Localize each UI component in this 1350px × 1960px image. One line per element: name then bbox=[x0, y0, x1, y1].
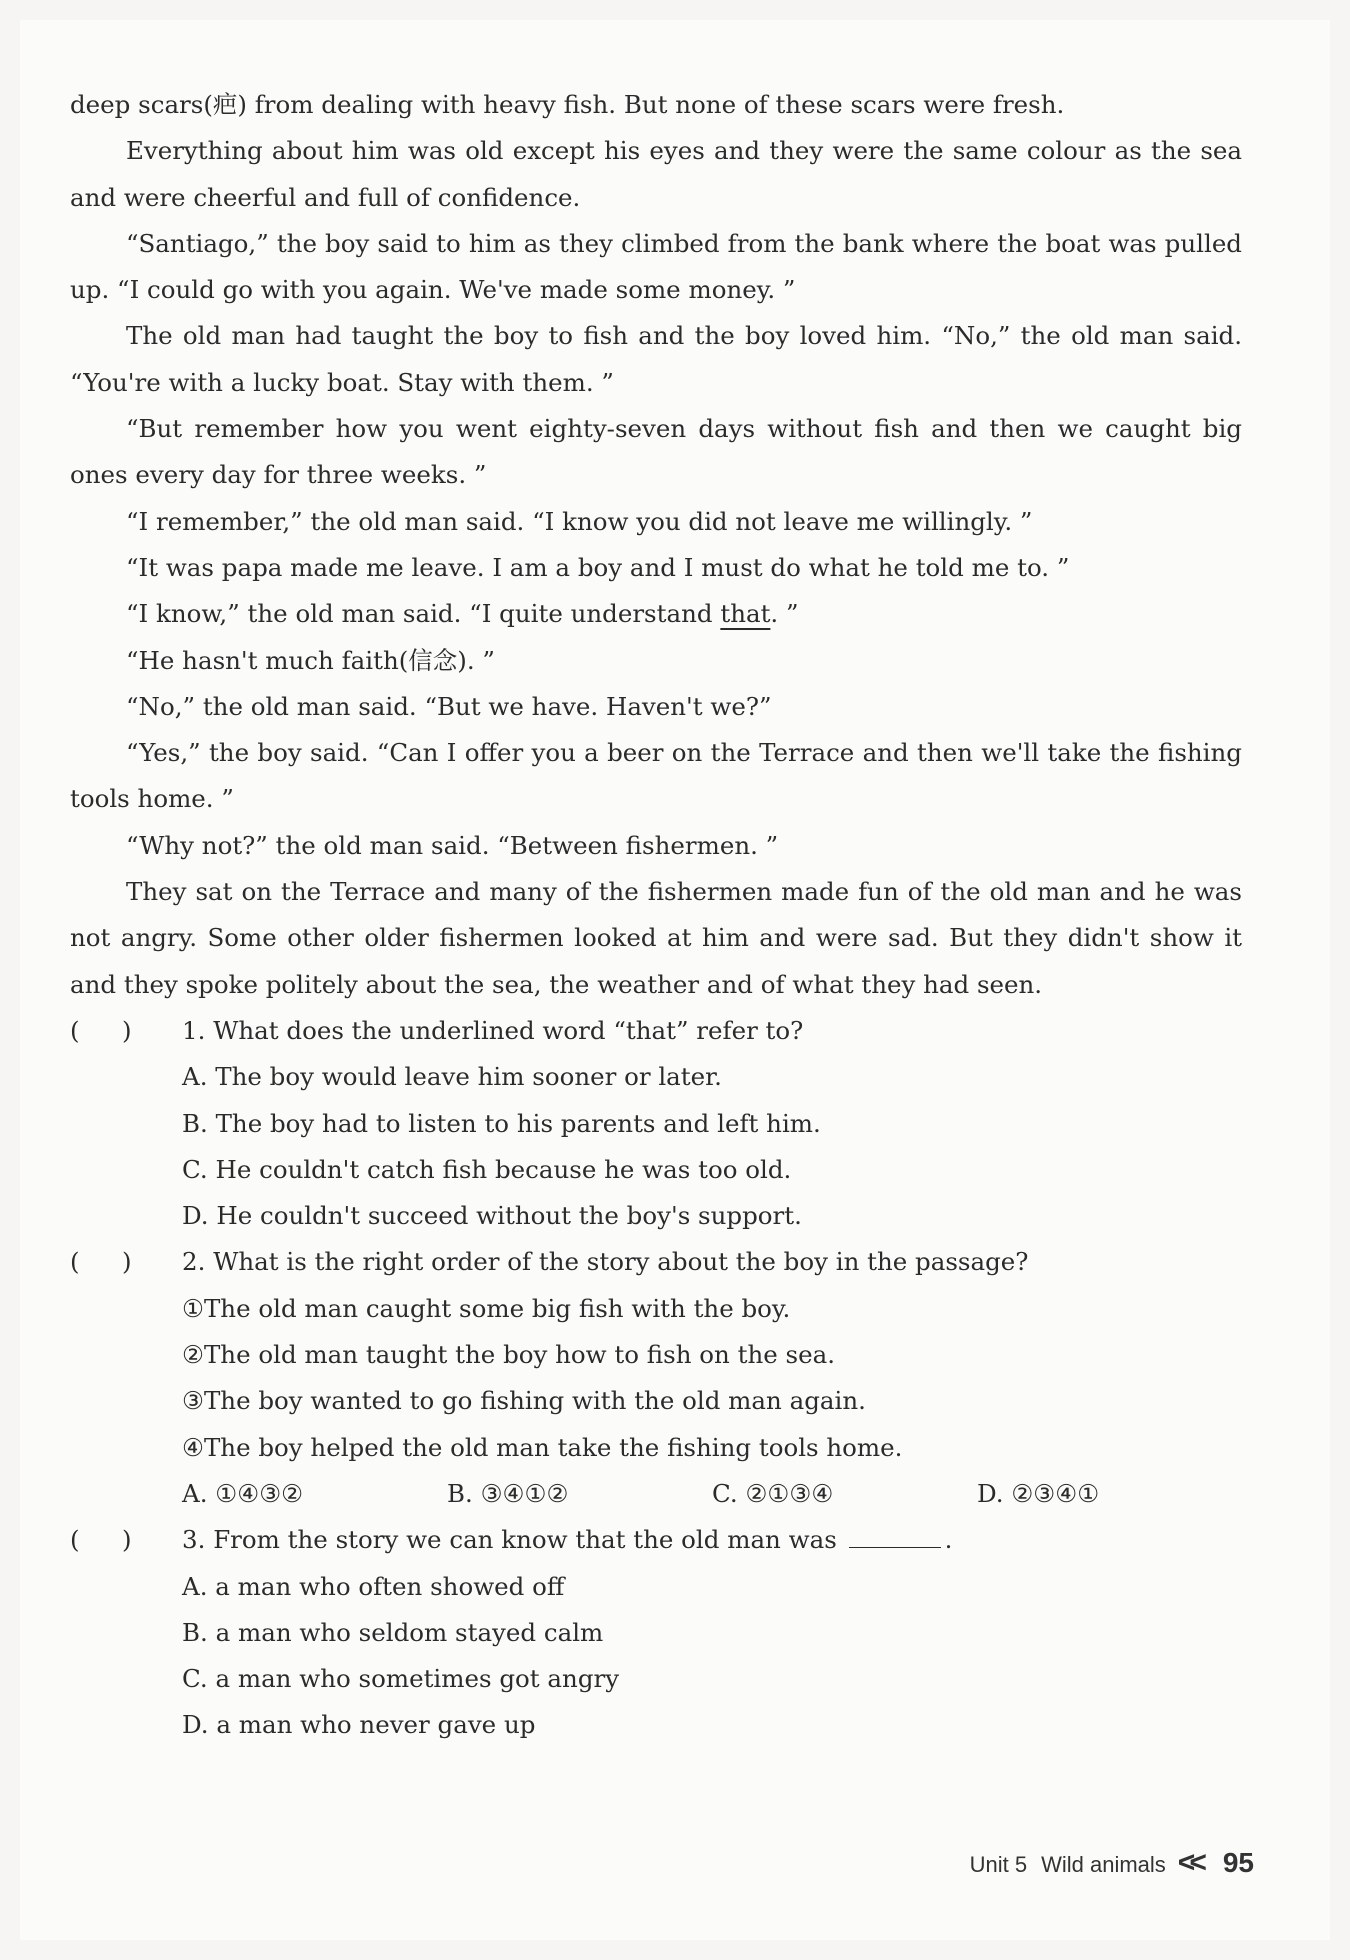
question-stem: From the story we can know that the old man was bbox=[213, 1525, 837, 1555]
answer-paren-close: ) bbox=[122, 1525, 132, 1555]
option-row bbox=[70, 1471, 1242, 1517]
paragraph-text: “I know,” the old man said. “I quite understand bbox=[126, 599, 721, 629]
answer-paren-open: ( bbox=[70, 1015, 80, 1045]
answer-paren-open: ( bbox=[70, 1247, 80, 1277]
double-chevron-left-icon: << bbox=[1177, 1846, 1201, 1879]
paragraph: The old man had taught the boy to fish and the boy loved him. “No,” the old man said. “You're with a lucky boat. Stay with them. ” bbox=[70, 321, 1242, 397]
paragraph: “No,” the old man said. “But we have. Haven't we?” bbox=[126, 691, 772, 721]
option-a: A. The boy would leave him sooner or later. bbox=[182, 1062, 722, 1092]
question-2 bbox=[70, 1239, 1242, 1285]
option-a: A. ①④③② bbox=[182, 1478, 304, 1508]
unit-topic: Wild animals bbox=[1041, 1852, 1166, 1877]
paragraph bbox=[70, 591, 1242, 637]
answer-paren-close: ) bbox=[122, 1015, 132, 1045]
paragraph: “Yes,” the boy said. “Can I offer you a beer on the Terrace and then we'll take the fishing tools home. ” bbox=[70, 738, 1242, 814]
question-stem: What is the right order of the story about the boy in the passage? bbox=[213, 1247, 1029, 1277]
underlined-word: that bbox=[720, 599, 771, 629]
paragraph: deep scars(疤) from dealing with heavy fish. But none of these scars were fresh. bbox=[70, 90, 1065, 119]
event-2: ②The old man taught the boy how to fish on the sea. bbox=[182, 1340, 835, 1370]
question-stem-end: . bbox=[944, 1525, 953, 1555]
paragraph: “But remember how you went eighty-seven days without fish and then we caught big ones every day for three weeks. ” bbox=[70, 414, 1242, 490]
question-1 bbox=[70, 1008, 1242, 1054]
paragraph: They sat on the Terrace and many of the fishermen made fun of the old man and he was not angry. Some other older fishermen looked at him and were sad. But they didn't show it and they spoke politely about the sea, the weather and of what they had seen. bbox=[70, 877, 1242, 999]
question-number: 2. bbox=[182, 1247, 206, 1277]
option-d: D. He couldn't succeed without the boy's support. bbox=[182, 1201, 802, 1231]
question-3 bbox=[70, 1517, 1242, 1563]
option-c: C. ②①③④ bbox=[712, 1478, 834, 1508]
reading-passage bbox=[70, 82, 1242, 1749]
answer-blank bbox=[849, 1525, 941, 1548]
option-b: B. The boy had to listen to his parents and left him. bbox=[182, 1108, 821, 1138]
paragraph: “Why not?” the old man said. “Between fishermen. ” bbox=[126, 830, 779, 860]
unit-label: Unit 5 bbox=[969, 1852, 1028, 1877]
page-number: 95 bbox=[1222, 1847, 1254, 1878]
question-number: 1. bbox=[182, 1015, 206, 1045]
paragraph: “He hasn't much faith(信念). ” bbox=[126, 645, 495, 675]
event-3: ③The boy wanted to go fishing with the old man again. bbox=[182, 1386, 866, 1416]
paragraph: “It was papa made me leave. I am a boy and I must do what he told me to. ” bbox=[126, 552, 1070, 582]
answer-paren-open: ( bbox=[70, 1525, 80, 1555]
option-a: A. a man who often showed off bbox=[182, 1571, 565, 1601]
question-number: 3. bbox=[182, 1525, 206, 1555]
option-d: D. a man who never gave up bbox=[182, 1710, 536, 1740]
option-b: B. ③④①② bbox=[447, 1478, 569, 1508]
page-footer bbox=[970, 1846, 1254, 1880]
option-b: B. a man who seldom stayed calm bbox=[182, 1617, 604, 1647]
option-c: C. He couldn't catch fish because he was too old. bbox=[182, 1154, 792, 1184]
answer-paren-close: ) bbox=[122, 1247, 132, 1277]
paragraph-text: . ” bbox=[770, 599, 799, 629]
option-d: D. ②③④① bbox=[977, 1478, 1100, 1508]
option-c: C. a man who sometimes got angry bbox=[182, 1664, 620, 1694]
event-4: ④The boy helped the old man take the fishing tools home. bbox=[182, 1432, 903, 1462]
paragraph: “Santiago,” the boy said to him as they climbed from the bank where the boat was pulled up. “I could go with you again. We've made some money. ” bbox=[70, 228, 1242, 305]
event-1: ①The old man caught some big fish with the boy. bbox=[182, 1293, 791, 1323]
question-stem: What does the underlined word “that” refer to? bbox=[213, 1015, 804, 1045]
paragraph: “I remember,” the old man said. “I know you did not leave me willingly. ” bbox=[126, 506, 1033, 536]
paragraph: Everything about him was old except his eyes and they were the same colour as the sea and were cheerful and full of confidence. bbox=[70, 136, 1242, 212]
